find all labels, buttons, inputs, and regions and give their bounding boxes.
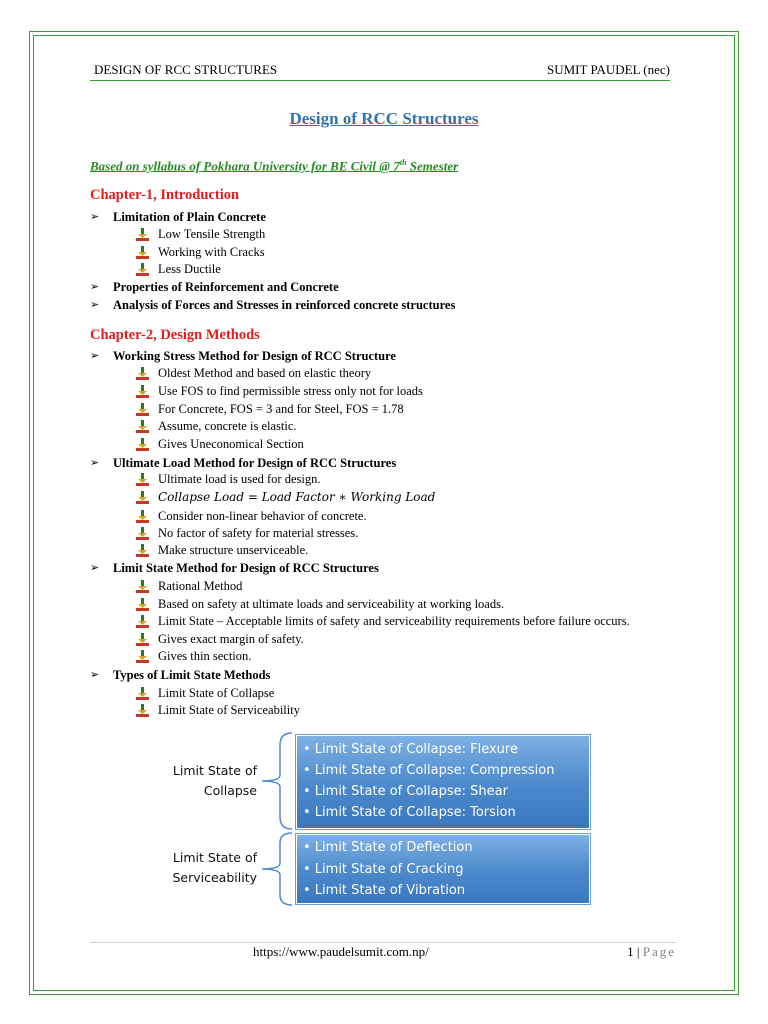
list-item-text: For Concrete, FOS = 3 and for Steel, FOS = 1.78 [158,402,404,416]
list-item [158,543,308,558]
list-item [158,262,221,277]
bullet-icon [136,420,149,433]
collapse-type-item: • Limit State of Collapse: Compression [303,763,555,778]
syllabus-text: Based on syllabus of Pokhara University for BE Civil @ 7 [90,158,400,174]
bullet-icon [136,491,149,504]
topic-properties: ➢ Properties of Reinforcement and Concrete [113,280,339,295]
list-item-text: Oldest Method and based on elastic theory [158,366,372,380]
bullet-icon [136,403,149,416]
bullet-icon [136,510,149,523]
bullet-icon [136,544,149,557]
bullet-icon [136,598,149,611]
list-item [158,366,371,381]
syllabus-sup: th [399,158,407,167]
list-item-text: Gives thin section. [158,649,252,663]
header-doc-title: DESIGN OF RCC STRUCTURES [94,62,278,77]
bullet-icon [136,263,149,276]
list-item-text: Use FOS to find permissible stress only not for loads [158,384,423,398]
list-item-text: Gives exact margin of safety. [158,632,304,646]
serviceability-type-item: • Limit State of Cracking [303,861,464,877]
list-item [158,649,251,664]
collapse-label-line1: Limit State of [172,763,257,778]
equation-text: Collapse Load = Load Factor ∗ Working Load [158,490,436,504]
list-item [158,614,630,629]
page-separator: | [633,944,643,959]
collapse-type-item: • Limit State of Collapse: Shear [303,784,508,799]
list-item-text: Consider non-linear behavior of concrete. [158,509,367,523]
list-item-text: Ultimate load is used for design. [158,472,321,486]
document-title: Design of RCC Structures [289,109,479,128]
list-item [158,472,320,487]
collapse-label [150,761,257,801]
list-item [158,384,423,399]
page-number: 1 [627,944,634,959]
list-item [158,686,274,701]
collapse-types-box [296,735,590,829]
list-item [158,419,297,434]
page-header [90,62,670,81]
bullet-icon [136,246,149,259]
collapse-label-line2: Collapse [203,783,257,798]
bullet-icon [136,228,149,241]
list-item-text: Rational Method [158,579,243,593]
bullet-icon [136,385,149,398]
collapse-type-item: • Limit State of Collapse: Torsion [303,805,516,820]
bullet-icon [136,704,149,717]
list-item [158,509,367,524]
collapse-brace-icon [258,731,294,831]
serviceability-type-item: • Limit State of Deflection [303,840,473,855]
serviceability-type-item: • Limit State of Vibration [303,883,466,898]
topic-limitation: ➢ Limitation of Plain Concrete [113,210,266,225]
list-item-text: Make structure unserviceable. [158,543,309,557]
serviceability-types-box [296,834,590,904]
list-item-text: Low Tensile Strength [158,227,266,241]
bullet-icon [136,367,149,380]
list-item-text: Assume, concrete is elastic. [158,419,297,433]
chapter-1-heading: Chapter-1, Introduction [90,187,240,203]
footer-page-number [627,944,676,960]
bullet-icon [136,633,149,646]
footer-divider [90,942,676,943]
bullet-icon [136,687,149,700]
list-item-text: No factor of safety for material stresses. [158,526,359,540]
list-item [158,703,300,718]
bullet-icon [136,650,149,663]
list-item [158,402,404,417]
chapter-2-heading: Chapter-2, Design Methods [90,327,260,343]
footer-url-link[interactable]: https://www.paudelsumit.com.np/ [253,944,429,959]
list-item [158,245,265,260]
bullet-icon [136,527,149,540]
bullet-icon [136,615,149,628]
header-author: SUMIT PAUDEL (nec) [546,62,670,77]
list-item-text: Based on safety at ultimate loads and serviceability at working loads. [158,597,505,611]
bullet-icon [136,438,149,451]
topic-limit-state: ➢ Limit State Method for Design of RCC Structures [113,561,379,576]
topic-ultimate-load: ➢ Ultimate Load Method for Design of RCC Structures [113,456,396,471]
serviceability-brace-icon [258,831,294,907]
list-item [158,227,265,242]
list-item-text: Limit State of Collapse [158,686,275,700]
list-item-text: Limit State – Acceptable limits of safety and serviceability requirements before failure occurs. [158,614,630,628]
syllabus-note [90,158,458,174]
list-item [158,579,242,594]
list-item-text: Gives Uneconomical Section [158,437,304,451]
topic-analysis: ➢ Analysis of Forces and Stresses in reinforced concrete structures [113,298,455,313]
bullet-icon [136,473,149,486]
serviceability-label-line2: Serviceability [172,870,257,885]
page-word: Page [642,944,676,959]
serviceability-label-line1: Limit State of [172,850,257,865]
topic-types-limit-state: ➢ Types of Limit State Methods [113,668,270,683]
list-item [158,632,304,647]
list-item [158,597,504,612]
list-item-text: Working with Cracks [158,245,265,259]
list-item [158,526,358,541]
serviceability-label [150,848,257,888]
bullet-icon [136,580,149,593]
list-item-text: Less Ductile [158,262,221,276]
list-item [158,437,304,452]
list-item-equation [158,490,435,504]
syllabus-text-end: Semester [406,158,459,174]
topic-working-stress: ➢ Working Stress Method for Design of RCC Structure [113,349,396,364]
list-item-text: Limit State of Serviceability [158,703,300,717]
collapse-type-item: • Limit State of Collapse: Flexure [303,742,518,757]
